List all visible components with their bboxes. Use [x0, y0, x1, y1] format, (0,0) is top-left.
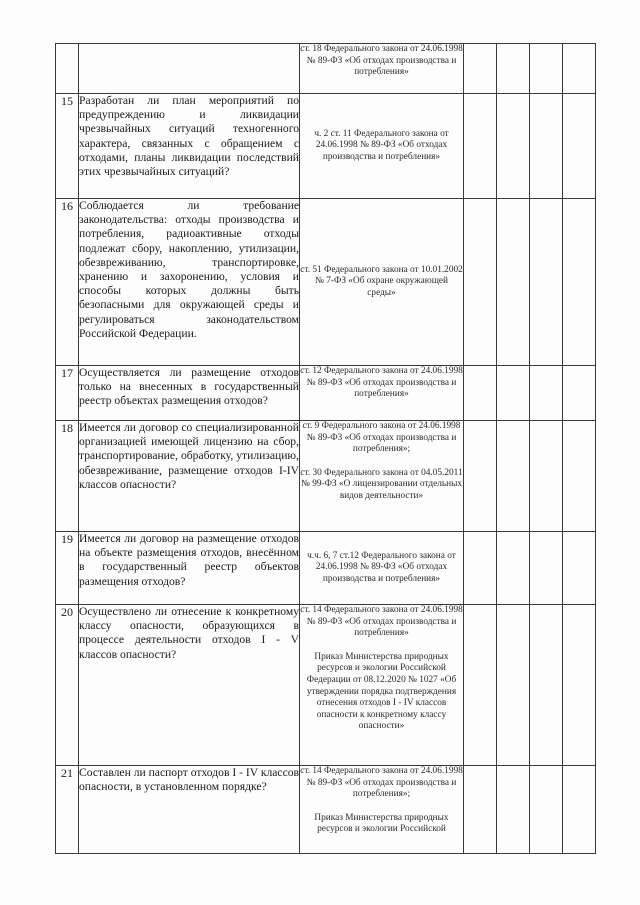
legal-reference-cell — [300, 766, 464, 854]
legal-reference: ст. 9 Федерального закона от 24.06.1998 № 89-ФЗ «Об отходах производства и потребления»; — [302, 421, 461, 455]
question-cell — [79, 766, 300, 854]
answer-na-cell[interactable] — [530, 532, 563, 605]
note-cell[interactable] — [563, 366, 596, 421]
question-cell — [79, 421, 300, 532]
row-number: 16 — [56, 199, 79, 366]
table-row — [56, 605, 596, 766]
legal-reference-cell — [300, 44, 464, 94]
answer-no-cell[interactable] — [497, 366, 530, 421]
note-cell[interactable] — [563, 199, 596, 366]
question-cell — [79, 605, 300, 766]
question-cell — [79, 366, 300, 421]
row-number: 19 — [56, 532, 79, 605]
answer-yes-cell[interactable] — [464, 605, 497, 766]
legal-reference: ст. 14 Федерального закона от 24.06.1998 № 89-ФЗ «Об отходах производства и потребления»; — [300, 766, 463, 800]
table-row — [56, 766, 596, 854]
legal-reference: ст. 51 Федерального закона от 10.01.2002 № 7-ФЗ «Об охране окружающей среды» — [300, 264, 463, 298]
legal-reference: ст. 18 Федерального закона от 24.06.1998 № 89-ФЗ «Об отходах производства и потребления» — [300, 44, 463, 78]
row-number: 18 — [56, 421, 79, 532]
legal-reference: ст. 12 Федерального закона от 24.06.1998 № 89-ФЗ «Об отходах производства и потребления» — [300, 366, 463, 400]
answer-yes-cell[interactable] — [464, 366, 497, 421]
table-row — [56, 532, 596, 605]
answer-na-cell[interactable] — [530, 44, 563, 94]
answer-na-cell[interactable] — [530, 605, 563, 766]
row-number: 17 — [56, 366, 79, 421]
legal-reference-cell — [300, 421, 464, 532]
answer-no-cell[interactable] — [497, 766, 530, 854]
legal-reference-cell — [300, 94, 464, 199]
legal-reference: ст. 14 Федерального закона от 24.06.1998 № 89-ФЗ «Об отходах производства и потребления» — [300, 605, 463, 639]
legal-reference: ст. 30 Федерального закона от 04.05.2011 № 99-ФЗ «О лицензировании отдельных видов деятельности» — [300, 467, 463, 501]
answer-na-cell[interactable] — [530, 366, 563, 421]
row-number — [56, 44, 79, 94]
legal-reference-cell — [300, 199, 464, 366]
table-row — [56, 94, 596, 199]
answer-no-cell[interactable] — [497, 605, 530, 766]
legal-reference: Приказ Министерства природных ресурсов и экологии Российской — [314, 812, 449, 835]
answer-yes-cell[interactable] — [464, 421, 497, 532]
table-row — [56, 366, 596, 421]
note-cell[interactable] — [563, 94, 596, 199]
table-row — [56, 44, 596, 94]
answer-no-cell[interactable] — [497, 532, 530, 605]
question-text: Имеется ли договор на размещение отходов на объекте размещения отходов, внесённом в государственный реестр объектов размещения отходов? — [79, 532, 299, 588]
note-cell[interactable] — [563, 44, 596, 94]
answer-no-cell[interactable] — [497, 94, 530, 199]
answer-na-cell[interactable] — [530, 421, 563, 532]
answer-yes-cell[interactable] — [464, 532, 497, 605]
legal-reference-cell — [300, 366, 464, 421]
answer-yes-cell[interactable] — [464, 44, 497, 94]
answer-na-cell[interactable] — [530, 199, 563, 366]
legal-reference-cell — [300, 532, 464, 605]
answer-yes-cell[interactable] — [464, 94, 497, 199]
question-cell — [79, 94, 300, 199]
answer-yes-cell[interactable] — [464, 766, 497, 854]
note-cell[interactable] — [563, 605, 596, 766]
question-text: Соблюдается ли требование законодательства: отходы производства и потребления, радиоактивные отходы подлежат сбору, накоплению, утилизации, обезвреживанию, транспортировке, хранению и захоронению, условия и способы которых должны быть безопасными для окружающей среды и регулироваться законодательством Российской Федерации. — [79, 199, 299, 340]
answer-no-cell[interactable] — [497, 421, 530, 532]
legal-reference: ч.ч. 6, 7 ст.12 Федерального закона от 24.06.1998 № 89-ФЗ «Об отходах производства и потребления» — [307, 550, 456, 584]
answer-na-cell[interactable] — [530, 94, 563, 199]
answer-no-cell[interactable] — [497, 199, 530, 366]
legal-reference: Приказ Министерства природных ресурсов и экологии Российской Федерации от 08.12.2020 № 1027 «Об утверждении порядка подтверждения отнесения отходов I - IV классов опасности к конкретному классу опасности» — [306, 651, 457, 732]
question-text: Осуществляется ли размещение отходов только на внесенных в государственный реестр объектах размещения отходов? — [79, 366, 299, 408]
question-text: Осуществлено ли отнесение к конкретному классу опасности, образующихся в процессе деятельности отходов I - V классов опасности? — [79, 605, 299, 661]
legal-reference: ч. 2 ст. 11 Федерального закона от 24.06.1998 № 89-ФЗ «Об отходах производства и потребления» — [314, 128, 449, 162]
checklist-table — [55, 43, 596, 854]
answer-no-cell[interactable] — [497, 44, 530, 94]
table-row — [56, 199, 596, 366]
answer-na-cell[interactable] — [530, 766, 563, 854]
question-text: Имеется ли договор со специализированной организацией имеющей лицензию на сбор, транспортирование, обработку, утилизацию, обезвреживание, размещение отходов I-IV классов опасности? — [79, 421, 299, 491]
note-cell[interactable] — [563, 421, 596, 532]
question-text: Разработан ли план мероприятий по предупреждению и ликвидации чрезвычайных ситуаций техногенного характера, связанных с обращением с отходами, планы ликвидации последствий этих чрезвычайных ситуаций? — [79, 94, 299, 179]
table-row — [56, 421, 596, 532]
row-number: 20 — [56, 605, 79, 766]
question-text: Составлен ли паспорт отходов I - IV классов опасности, в установленном порядке? — [79, 766, 299, 794]
note-cell[interactable] — [563, 532, 596, 605]
question-cell — [79, 532, 300, 605]
row-number: 21 — [56, 766, 79, 854]
legal-reference-cell — [300, 605, 464, 766]
question-cell — [79, 199, 300, 366]
row-number: 15 — [56, 94, 79, 199]
answer-yes-cell[interactable] — [464, 199, 497, 366]
note-cell[interactable] — [563, 766, 596, 854]
question-cell — [79, 44, 300, 94]
